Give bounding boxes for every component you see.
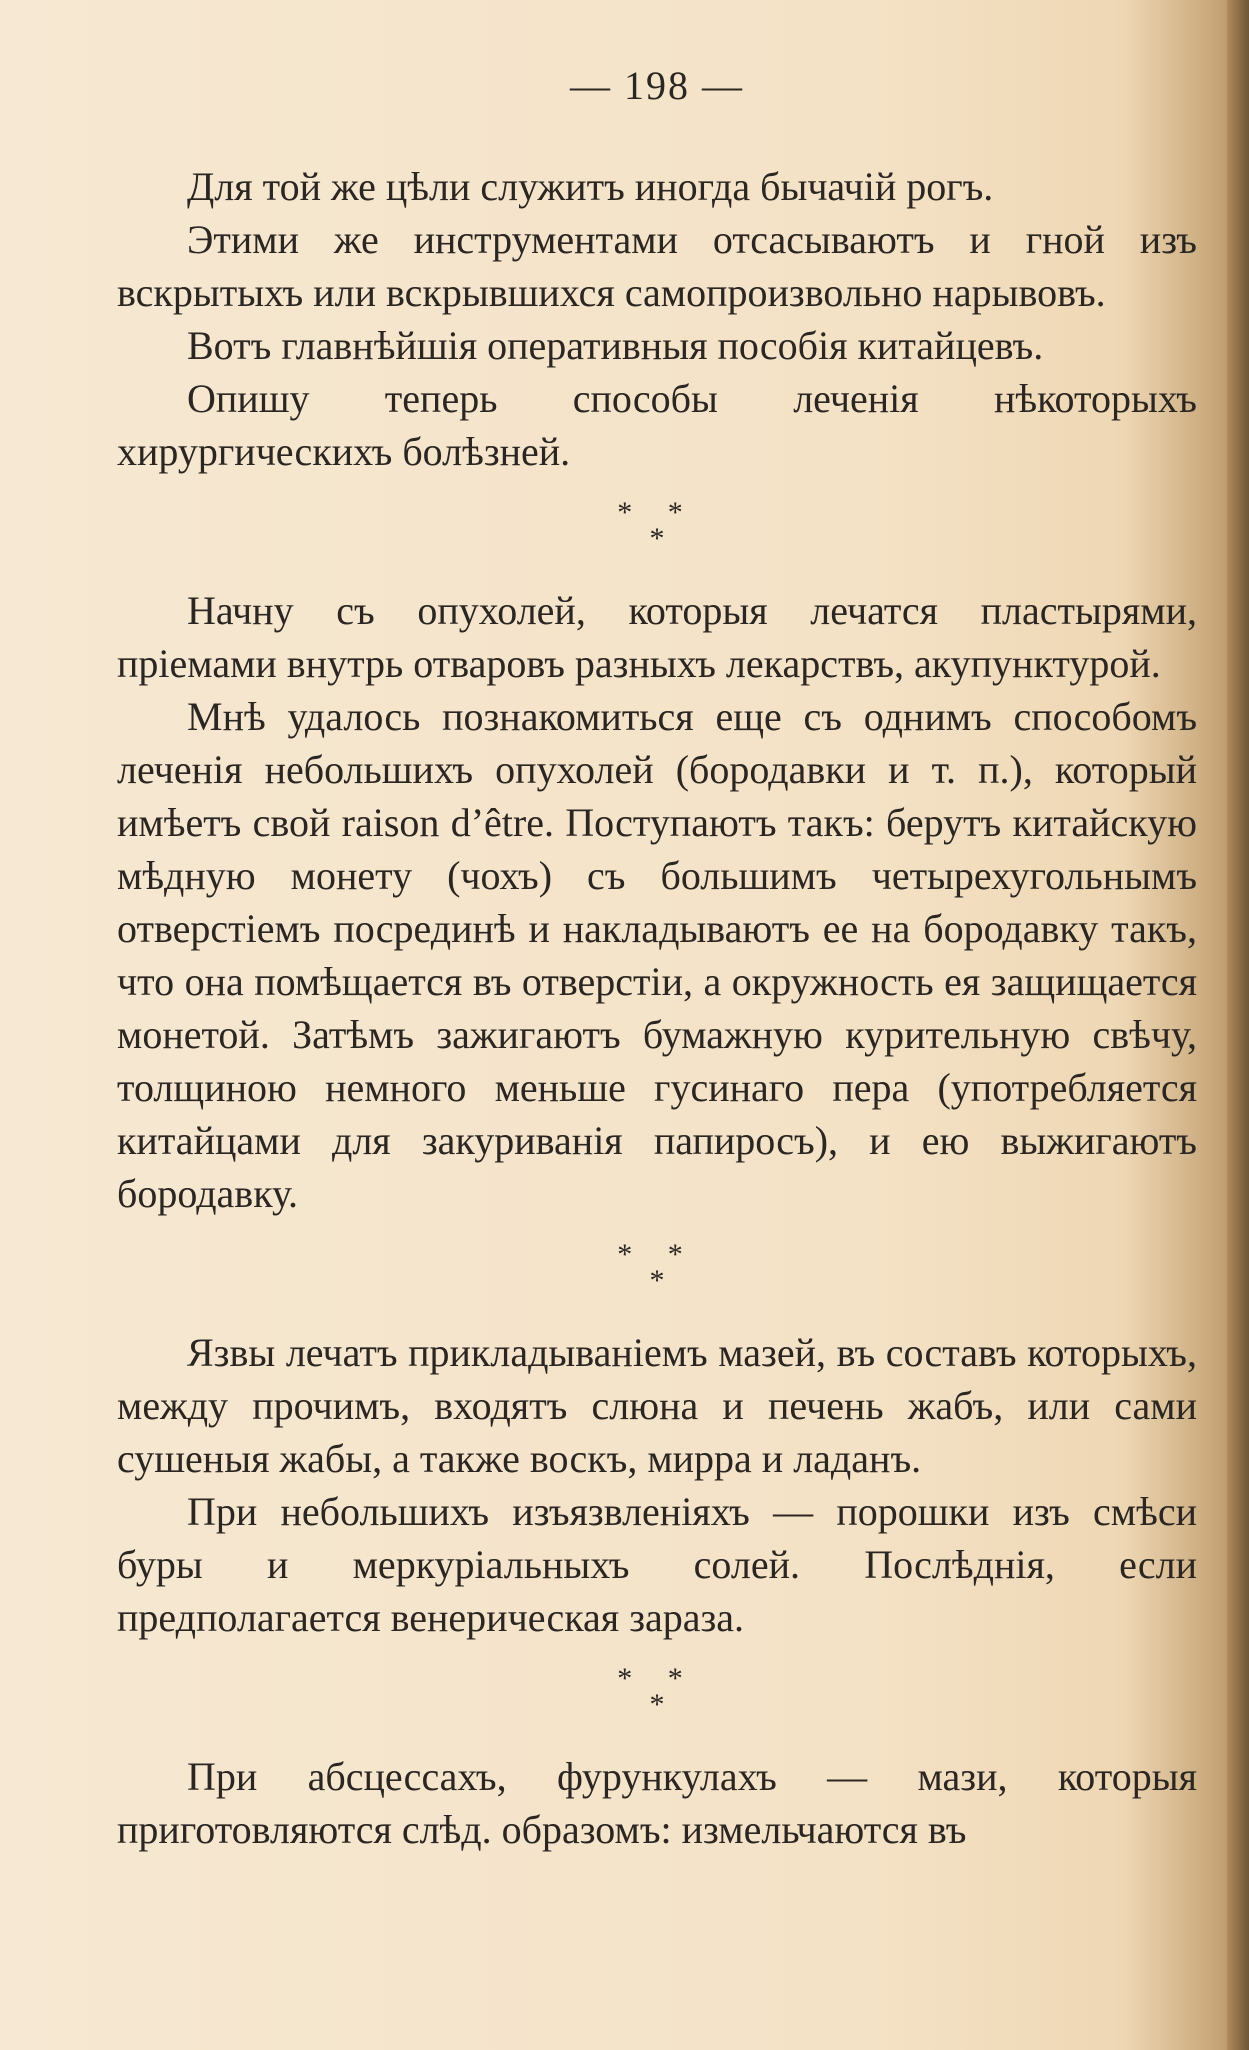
section-separator: [117, 1644, 1197, 1750]
page-edge: [1227, 0, 1249, 2050]
separator-stars-top: * *: [617, 496, 697, 529]
paragraph: Опишу теперь способы леченія нѣкоторыхъ хирургическихъ болѣзней.: [117, 376, 1197, 474]
separator-stars-bottom: *: [649, 1688, 665, 1721]
paragraph: При абсцессахъ, фурункулахъ — мази, которыя приготовляются слѣд. образомъ: измельчаются въ: [117, 1754, 1197, 1852]
paragraph: Язвы лечатъ прикладываніемъ мазей, въ составъ которыхъ, между прочимъ, входятъ слюна и печень жабъ, или сами сушеныя жабы, а также воскъ, мирра и ладанъ.: [117, 1330, 1197, 1481]
page-number: — 198 —: [570, 63, 744, 108]
paragraph: Мнѣ удалось познакомиться еще съ однимъ способомъ леченія небольшихъ опухолей (бородавки и т. п.), который имѣетъ свой raison d’être. Поступаютъ такъ: берутъ китайскую мѣдную монету (чохъ) съ большимъ четырехугольнымъ отверстіемъ посрединѣ и накладываютъ ее на бородавку такъ, что она помѣщается въ отверстіи, а окружность ея защищается монетой. Затѣмъ зажигаютъ бумажную курительную свѣчу, толщиною немного меньше гусинаго пера (употребляется китайцами для закуриванія папиросъ), и ею выжигаютъ бородавку.: [117, 694, 1197, 1216]
section-separator: [117, 1220, 1197, 1326]
separator-stars-bottom: *: [649, 1264, 665, 1297]
paragraph: Этими же инструментами отсасываютъ и гной изъ вскрытыхъ или вскрывшихся самопроизвольно нарывовъ.: [117, 217, 1197, 315]
section-separator: [117, 478, 1197, 584]
separator-stars-top: * *: [617, 1238, 697, 1271]
separator-stars-bottom: *: [649, 522, 665, 555]
paragraph: Вотъ главнѣйшія оперативныя пособія китайцевъ.: [187, 323, 1044, 368]
paragraph: Для той же цѣли служитъ иногда бычачій рогъ.: [187, 164, 994, 209]
paragraph: Начну съ опухолей, которыя лечатся пластырями, пріемами внутрь отваровъ разныхъ лекарствъ, акупунктурой.: [117, 588, 1197, 686]
paragraph: При небольшихъ изъязвленіяхъ — порошки изъ смѣси буры и меркуріальныхъ солей. Послѣднія, если предполагается венерическая зараза.: [117, 1489, 1197, 1640]
text-block: [117, 60, 1197, 1856]
separator-stars-top: * *: [617, 1662, 697, 1695]
